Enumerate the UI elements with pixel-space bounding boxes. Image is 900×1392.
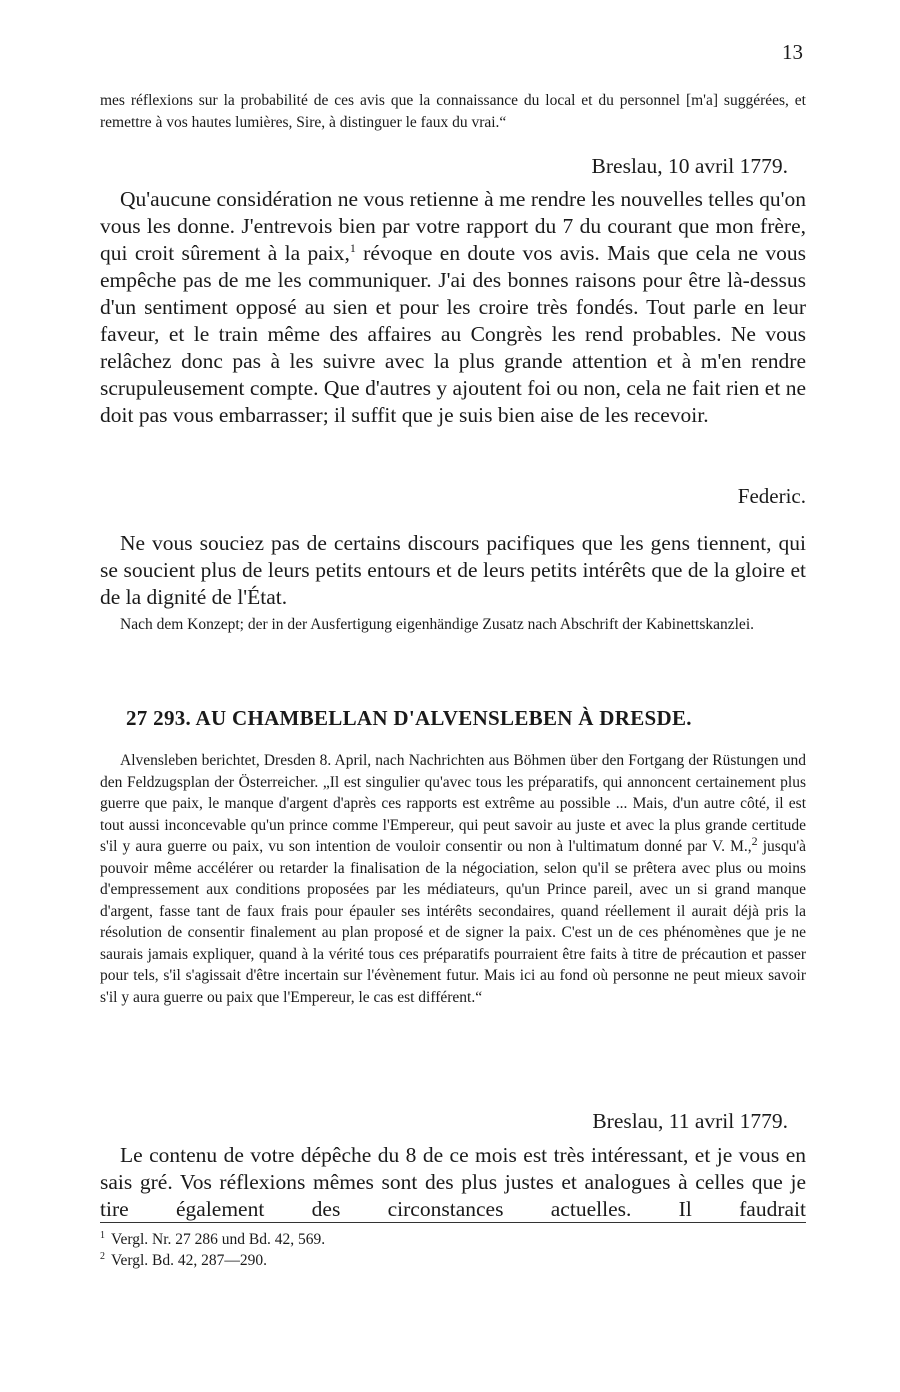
report-summary [100, 750, 806, 1008]
page-number: 13 [782, 40, 803, 64]
signature: Federic. [737, 484, 806, 508]
footnote-2-mark: 2 [100, 1250, 105, 1262]
footnote-1 [100, 1229, 806, 1250]
dateline-2: Breslau, 11 avril 1779. [592, 1109, 788, 1133]
footnote-1-text: Vergl. Nr. 27 286 und Bd. 42, 569. [111, 1231, 326, 1248]
footnote-ref-2: 2 [751, 833, 758, 848]
letter-body-2: Le contenu de votre dépêche du 8 de ce mois est très intéressant, et je vous en sais gré. Vos réflexions mêmes sont des plus justes et analogues à celles que je tire également des circonstances actuelles. Il faudrait [100, 1143, 806, 1221]
letter-body-1 [100, 186, 806, 429]
report-summary-part1: Alvensleben berichtet, Dresden 8. April, nach Nachrichten aus Böhmen über den Fortgang der Rüstungen und den Feldzugsplan der Österreicher. „Il est singulier qu'avec tous les préparatifs, qui annoncent certainement plus guerre que paix, le manque d'argent d'après ces rapports est extrême au possible ... Mais, d'un autre côté, il est tout aussi inconcevable qu'un prince comme l'Empereur, qui peut savoir au juste et avec la plus grande certitude s'il y aura guerre ou paix, vu son intention de vouloir consentir ou non à l'ultimatum donné par V. M., [100, 752, 806, 855]
footnote-1-mark: 1 [100, 1229, 105, 1241]
document-heading: 27 293. AU CHAMBELLAN D'ALVENSLEBEN À DRESDE. [126, 706, 692, 730]
source-note: Nach dem Konzept; der in der Ausfertigung eigenhändige Zusatz nach Abschrift der Kabinettskanzlei. [120, 616, 754, 633]
letter-body-1-part1: Qu'aucune considération ne vous retienne à me rendre les nouvelles telles qu'on vous les donne. J'entrevois bien par votre rapport du 7 du courant que mon frère, qui croit sûrement à la paix, [100, 187, 806, 265]
postscript: Ne vous souciez pas de certains discours pacifiques que les gens tiennent, qui se soucient plus de leurs petits entours et de leurs petits intérêts que de la gloire et de la dignité de l'État. [100, 531, 806, 609]
dateline-1: Breslau, 10 avril 1779. [591, 154, 788, 178]
quoted-report-end: mes réflexions sur la probabilité de ces avis que la connaissance du local et du personnel [m'a] suggérées, et remettre à vos hautes lumières, Sire, à distinguer le faux du vrai.“ [100, 92, 806, 131]
letter-body-1-part2: révoque en doute vos avis. Mais que cela ne vous empêche pas de me les communiquer. J'ai des bonnes raisons pour être là-dessus d'un sentiment opposé au sien et pour les croire très fondés. Tout parle en leur faveur, et le train même des affaires au Congrès les rend probables. Ne vous relâchez donc pas à les suivre avec la plus grande attention et à m'en rendre scrupuleusement compte. Que d'autres y ajoutent foi ou non, cela ne fait rien et ne doit pas vous embarrasser; il suffit que je suis bien aise de les recevoir. [100, 241, 806, 427]
footnotes [100, 1222, 806, 1271]
report-summary-part2: jusqu'à pouvoir même accélérer ou retarder la finalisation de la négociation, selon qu'il se prêtera avec plus ou moins d'empressement aux conditions proposées par les médiateurs, qu'un Prince pareil, avec un si grand manque d'argent, fasse tant de faux frais pour épauler ses intérêts secondaires, quand réellement il aurait déjà pris la résolution de consentir finalement au plan proposé et de signer la paix. C'est un de ces phénomènes que je ne saurais jamais expliquer, quand à la vérité tous ces préparatifs pourraient être faits à titre de précaution et passer pour tels, s'il s'agissait d'être incertain sur l'évènement futur. Mais ici au fond où personne ne peut mieux savoir s'il y aura guerre ou paix que l'Empereur, le cas est différent.“ [100, 838, 806, 1006]
footnote-ref-1: 1 [349, 240, 356, 255]
footnote-2 [100, 1250, 806, 1271]
footnote-2-text: Vergl. Bd. 42, 287—290. [111, 1252, 268, 1269]
